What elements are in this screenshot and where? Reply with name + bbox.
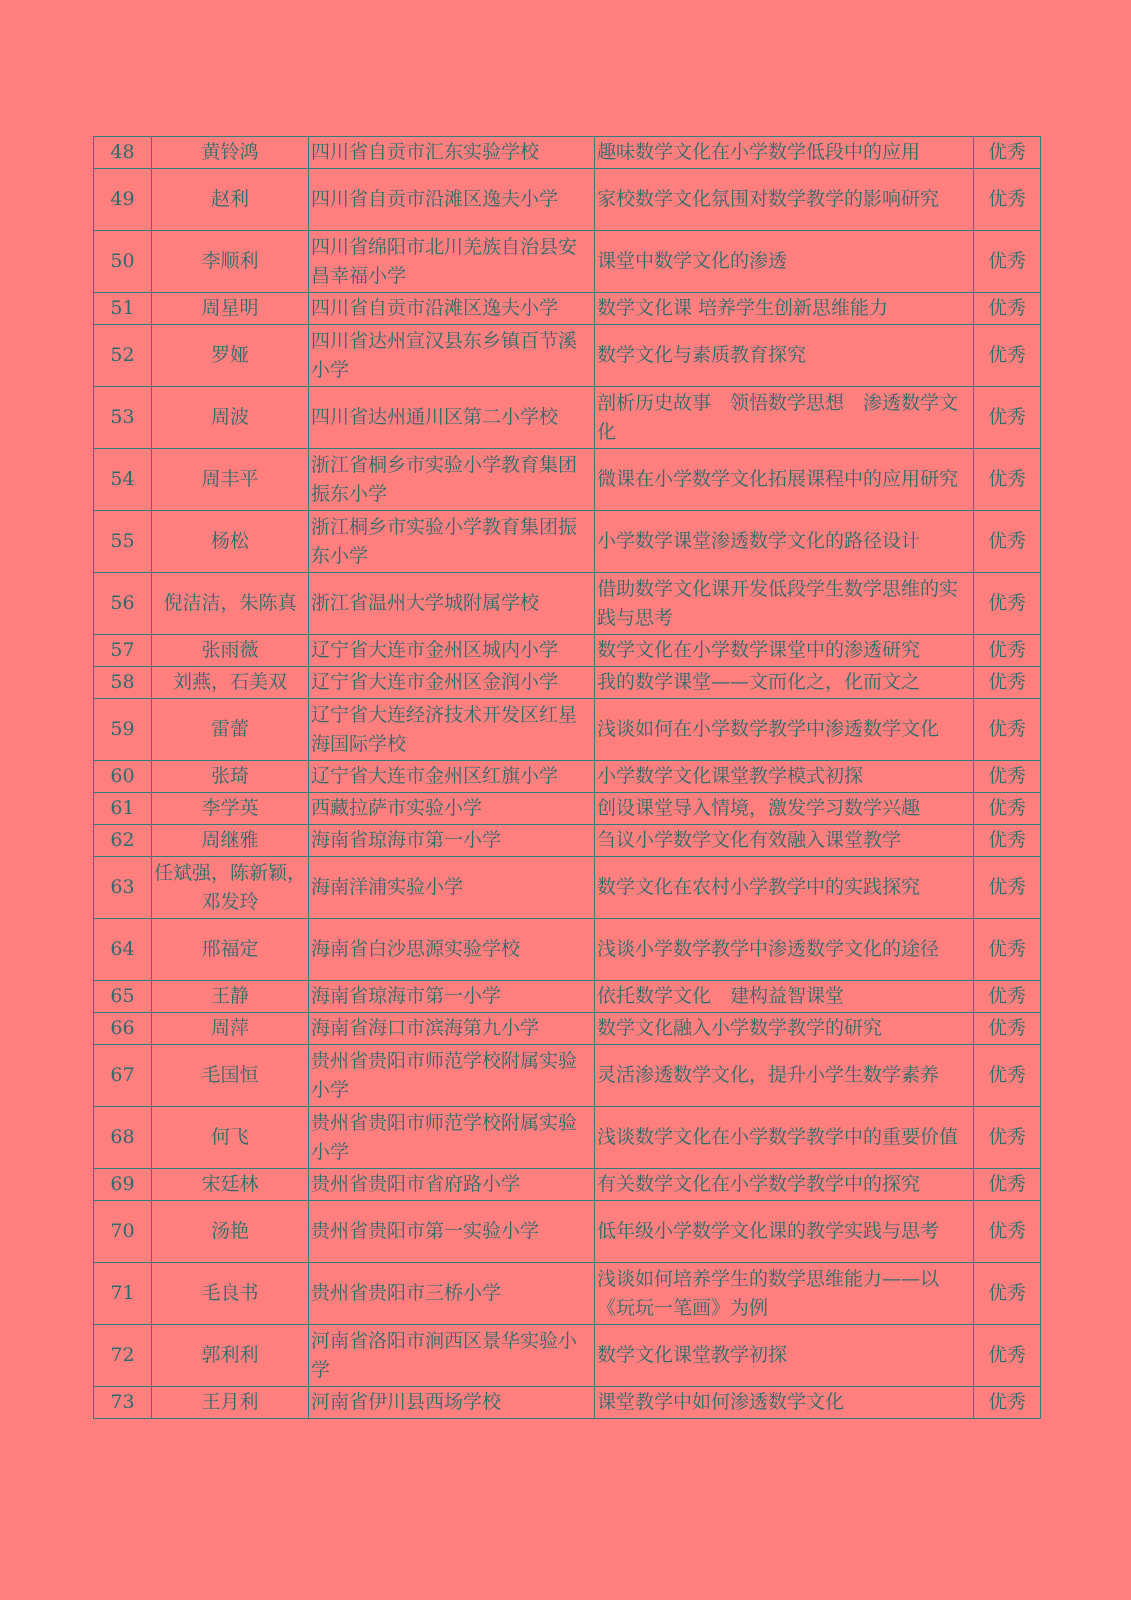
school-name: 辽宁省大连市金州区金润小学 (309, 667, 595, 699)
author-name: 周萍 (152, 1013, 309, 1045)
table-row (94, 511, 1041, 573)
award-grade: 优秀 (974, 1107, 1041, 1169)
paper-title: 低年级小学数学文化课的教学实践与思考 (595, 1201, 974, 1263)
author-name: 任斌强，陈新颖，邓发玲 (152, 857, 309, 919)
school-name: 辽宁省大连经济技术开发区红星海国际学校 (309, 699, 595, 761)
table-row (94, 1045, 1041, 1107)
award-grade: 优秀 (974, 1263, 1041, 1325)
award-grade: 优秀 (974, 825, 1041, 857)
award-grade: 优秀 (974, 793, 1041, 825)
table-row (94, 761, 1041, 793)
author-name: 倪洁洁，朱陈真 (152, 573, 309, 635)
author-name: 赵利 (152, 169, 309, 231)
award-grade: 优秀 (974, 1169, 1041, 1201)
school-name: 贵州省贵阳市三桥小学 (309, 1263, 595, 1325)
entry-number: 68 (94, 1107, 152, 1169)
author-name: 雷蕾 (152, 699, 309, 761)
paper-title: 数学文化融入小学数学教学的研究 (595, 1013, 974, 1045)
paper-title: 刍议小学数学文化有效融入课堂教学 (595, 825, 974, 857)
entry-number: 64 (94, 919, 152, 981)
table-row (94, 699, 1041, 761)
author-name: 王静 (152, 981, 309, 1013)
school-name: 四川省达州宣汉县东乡镇百节溪小学 (309, 325, 595, 387)
table-row (94, 1169, 1041, 1201)
paper-title: 创设课堂导入情境，激发学习数学兴趣 (595, 793, 974, 825)
author-name: 周星明 (152, 293, 309, 325)
award-grade: 优秀 (974, 1387, 1041, 1419)
paper-title: 微课在小学数学文化拓展课程中的应用研究 (595, 449, 974, 511)
award-grade: 优秀 (974, 449, 1041, 511)
entry-number: 58 (94, 667, 152, 699)
school-name: 辽宁省大连市金州区红旗小学 (309, 761, 595, 793)
paper-title: 课堂教学中如何渗透数学文化 (595, 1387, 974, 1419)
table-row (94, 825, 1041, 857)
award-grade: 优秀 (974, 387, 1041, 449)
paper-title: 数学文化课堂教学初探 (595, 1325, 974, 1387)
entry-number: 49 (94, 169, 152, 231)
author-name: 何飞 (152, 1107, 309, 1169)
entry-number: 51 (94, 293, 152, 325)
author-name: 罗娅 (152, 325, 309, 387)
paper-title: 小学数学文化课堂教学模式初探 (595, 761, 974, 793)
school-name: 海南洋浦实验小学 (309, 857, 595, 919)
author-name: 周丰平 (152, 449, 309, 511)
paper-title: 数学文化与素质教育探究 (595, 325, 974, 387)
entry-number: 56 (94, 573, 152, 635)
entry-number: 57 (94, 635, 152, 667)
paper-title: 灵活渗透数学文化，提升小学生数学素养 (595, 1045, 974, 1107)
paper-title: 剖析历史故事 领悟数学思想 渗透数学文化 (595, 387, 974, 449)
entry-number: 60 (94, 761, 152, 793)
author-name: 杨松 (152, 511, 309, 573)
author-name: 李顺利 (152, 231, 309, 293)
table-row (94, 137, 1041, 169)
paper-title: 我的数学课堂——文而化之，化而文之 (595, 667, 974, 699)
table-row (94, 635, 1041, 667)
author-name: 张琦 (152, 761, 309, 793)
award-grade: 优秀 (974, 169, 1041, 231)
table-row (94, 1013, 1041, 1045)
author-name: 李学英 (152, 793, 309, 825)
school-name: 河南省洛阳市涧西区景华实验小学 (309, 1325, 595, 1387)
author-name: 毛良书 (152, 1263, 309, 1325)
author-name: 刘燕，石美双 (152, 667, 309, 699)
paper-title: 浅谈如何在小学数学教学中渗透数学文化 (595, 699, 974, 761)
entry-number: 52 (94, 325, 152, 387)
table-row (94, 981, 1041, 1013)
author-name: 郭利利 (152, 1325, 309, 1387)
award-grade: 优秀 (974, 573, 1041, 635)
table-row (94, 1107, 1041, 1169)
entry-number: 70 (94, 1201, 152, 1263)
award-grade: 优秀 (974, 325, 1041, 387)
paper-title: 小学数学课堂渗透数学文化的路径设计 (595, 511, 974, 573)
school-name: 四川省自贡市沿滩区逸夫小学 (309, 169, 595, 231)
paper-title: 依托数学文化 建构益智课堂 (595, 981, 974, 1013)
entry-number: 72 (94, 1325, 152, 1387)
school-name: 海南省琼海市第一小学 (309, 981, 595, 1013)
author-name: 周继雅 (152, 825, 309, 857)
entry-number: 53 (94, 387, 152, 449)
award-grade: 优秀 (974, 981, 1041, 1013)
entry-number: 73 (94, 1387, 152, 1419)
award-grade: 优秀 (974, 231, 1041, 293)
entry-number: 69 (94, 1169, 152, 1201)
school-name: 四川省达州通川区第二小学校 (309, 387, 595, 449)
school-name: 贵州省贵阳市师范学校附属实验小学 (309, 1107, 595, 1169)
award-grade: 优秀 (974, 761, 1041, 793)
author-name: 邢福定 (152, 919, 309, 981)
paper-title: 数学文化在农村小学教学中的实践探究 (595, 857, 974, 919)
table-row (94, 793, 1041, 825)
entry-number: 65 (94, 981, 152, 1013)
table-row (94, 325, 1041, 387)
table-row (94, 857, 1041, 919)
table-row (94, 1325, 1041, 1387)
school-name: 四川省自贡市沿滩区逸夫小学 (309, 293, 595, 325)
entry-number: 50 (94, 231, 152, 293)
school-name: 四川省自贡市汇东实验学校 (309, 137, 595, 169)
author-name: 周波 (152, 387, 309, 449)
school-name: 贵州省贵阳市第一实验小学 (309, 1201, 595, 1263)
paper-title: 课堂中数学文化的渗透 (595, 231, 974, 293)
award-grade: 优秀 (974, 1201, 1041, 1263)
paper-title: 借助数学文化课开发低段学生数学思维的实践与思考 (595, 573, 974, 635)
school-name: 辽宁省大连市金州区城内小学 (309, 635, 595, 667)
award-table-body (94, 137, 1041, 1419)
award-grade: 优秀 (974, 667, 1041, 699)
school-name: 西藏拉萨市实验小学 (309, 793, 595, 825)
author-name: 张雨薇 (152, 635, 309, 667)
paper-title: 浅谈数学文化在小学数学教学中的重要价值 (595, 1107, 974, 1169)
paper-title: 趣味数学文化在小学数学低段中的应用 (595, 137, 974, 169)
award-grade: 优秀 (974, 137, 1041, 169)
school-name: 四川省绵阳市北川羌族自治县安昌幸福小学 (309, 231, 595, 293)
paper-title: 数学文化课 培养学生创新思维能力 (595, 293, 974, 325)
entry-number: 62 (94, 825, 152, 857)
school-name: 海南省琼海市第一小学 (309, 825, 595, 857)
table-row (94, 919, 1041, 981)
paper-title: 数学文化在小学数学课堂中的渗透研究 (595, 635, 974, 667)
entry-number: 67 (94, 1045, 152, 1107)
award-grade: 优秀 (974, 919, 1041, 981)
entry-number: 54 (94, 449, 152, 511)
award-table (93, 136, 1041, 1419)
entry-number: 59 (94, 699, 152, 761)
school-name: 浙江省温州大学城附属学校 (309, 573, 595, 635)
table-row (94, 1263, 1041, 1325)
school-name: 浙江省桐乡市实验小学教育集团振东小学 (309, 449, 595, 511)
award-grade: 优秀 (974, 511, 1041, 573)
author-name: 黄铃鸿 (152, 137, 309, 169)
table-row (94, 169, 1041, 231)
school-name: 贵州省贵阳市省府路小学 (309, 1169, 595, 1201)
table-row (94, 667, 1041, 699)
award-grade: 优秀 (974, 635, 1041, 667)
award-grade: 优秀 (974, 1013, 1041, 1045)
award-grade: 优秀 (974, 1325, 1041, 1387)
entry-number: 48 (94, 137, 152, 169)
table-row (94, 1387, 1041, 1419)
table-row (94, 573, 1041, 635)
table-row (94, 231, 1041, 293)
paper-title: 浅谈小学数学教学中渗透数学文化的途径 (595, 919, 974, 981)
paper-title: 家校数学文化氛围对数学教学的影响研究 (595, 169, 974, 231)
school-name: 浙江桐乡市实验小学教育集团振东小学 (309, 511, 595, 573)
author-name: 毛国恒 (152, 1045, 309, 1107)
paper-title: 有关数学文化在小学数学教学中的探究 (595, 1169, 974, 1201)
award-grade: 优秀 (974, 857, 1041, 919)
school-name: 海南省白沙思源实验学校 (309, 919, 595, 981)
school-name: 海南省海口市滨海第九小学 (309, 1013, 595, 1045)
entry-number: 55 (94, 511, 152, 573)
entry-number: 71 (94, 1263, 152, 1325)
entry-number: 63 (94, 857, 152, 919)
author-name: 王月利 (152, 1387, 309, 1419)
award-grade: 优秀 (974, 293, 1041, 325)
author-name: 宋廷林 (152, 1169, 309, 1201)
table-row (94, 387, 1041, 449)
award-grade: 优秀 (974, 699, 1041, 761)
author-name: 汤艳 (152, 1201, 309, 1263)
table-row (94, 449, 1041, 511)
paper-title: 浅谈如何培养学生的数学思维能力——以《玩玩一笔画》为例 (595, 1263, 974, 1325)
entry-number: 61 (94, 793, 152, 825)
school-name: 河南省伊川县西场学校 (309, 1387, 595, 1419)
award-grade: 优秀 (974, 1045, 1041, 1107)
table-row (94, 293, 1041, 325)
entry-number: 66 (94, 1013, 152, 1045)
school-name: 贵州省贵阳市师范学校附属实验小学 (309, 1045, 595, 1107)
table-row (94, 1201, 1041, 1263)
